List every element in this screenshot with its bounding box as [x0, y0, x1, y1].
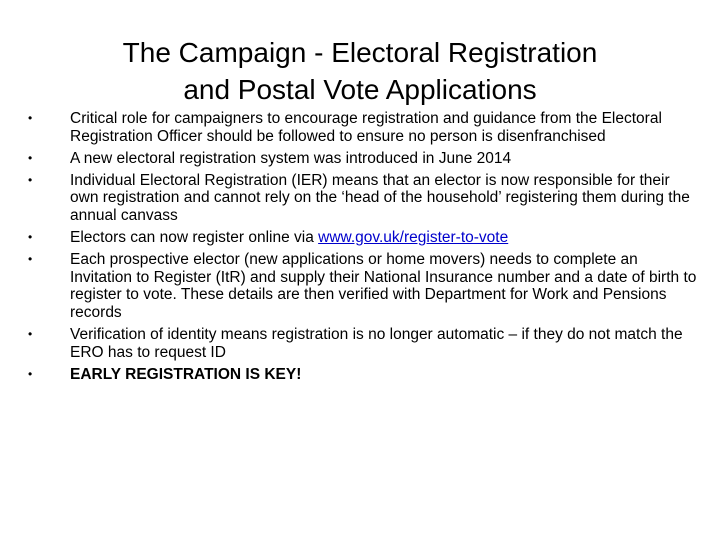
bullet-text: Individual Electoral Registration (IER) means that an elector is now responsible for their own registration and cannot rely on the ‘head of the household’ registering them during the annual canvass — [70, 171, 690, 224]
bullet-item-invitation-to-register — [26, 251, 702, 321]
bullet-icon: • — [28, 230, 33, 245]
register-to-vote-link[interactable]: www.gov.uk/register-to-vote — [318, 229, 509, 247]
bullet-icon: • — [28, 150, 33, 165]
bullet-text: EARLY REGISTRATION IS KEY! — [70, 365, 302, 383]
bullet-text: Electors can now register online via — [70, 229, 319, 247]
slide-title-line-2: and Postal Vote Applications — [183, 74, 537, 105]
bullet-item-online-registration — [26, 229, 702, 247]
bullet-text: Critical role for campaigners to encourage registration and guidance from the Electoral Registration Officer should be followed to ensure no person is disenfranchised — [70, 110, 662, 145]
bullet-text: Each prospective elector (new applications or home movers) needs to complete an Invitation to Register (ItR) and supply their National Insurance number and a date of birth to register to vote. These details are then verified with Department for Work and Pensions records — [70, 251, 697, 321]
bullet-icon: • — [28, 327, 33, 342]
bullet-item-early-registration — [26, 366, 702, 384]
slide-title — [40, 34, 680, 108]
bullet-list — [26, 110, 702, 388]
slide-title-line-1: The Campaign - Electoral Registration — [122, 37, 598, 68]
bullet-item-ier — [26, 172, 702, 225]
bullet-text: A new electoral registration system was introduced in June 2014 — [70, 149, 512, 167]
bullet-icon: • — [28, 366, 33, 381]
bullet-text: Verification of identity means registration is no longer automatic – if they do not match the ERO has to request ID — [70, 326, 683, 361]
bullet-icon: • — [28, 172, 33, 187]
bullet-item-campaigners-role — [26, 110, 702, 145]
bullet-item-new-system — [26, 150, 702, 168]
bullet-icon: • — [28, 252, 33, 267]
bullet-icon: • — [28, 111, 33, 125]
bullet-item-verification — [26, 326, 702, 361]
